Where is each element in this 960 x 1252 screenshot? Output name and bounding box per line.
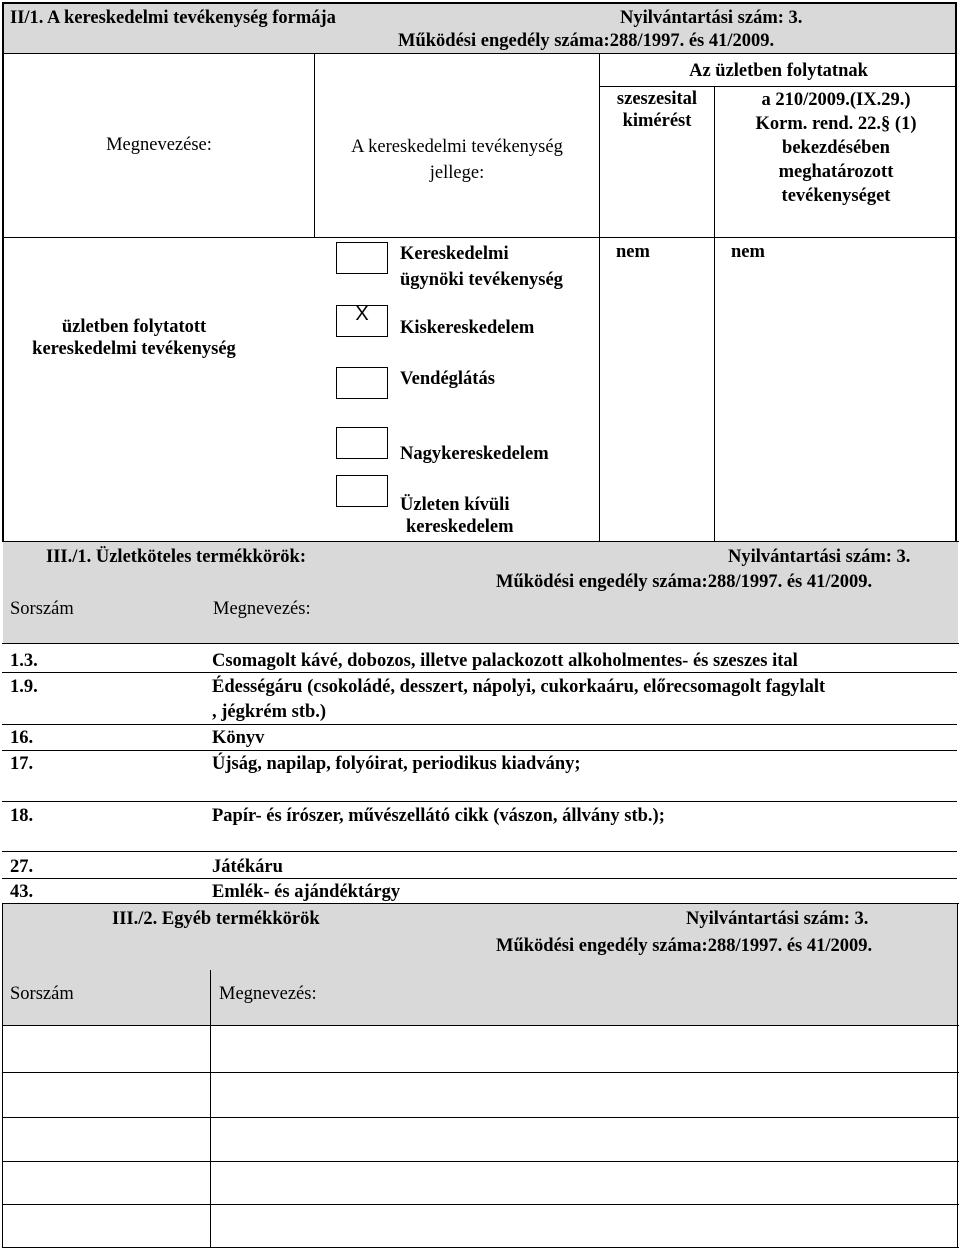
table-row-name: Csomagolt kávé, dobozos, illetve palackozott alkoholmentes- és szeszes ital — [212, 651, 798, 671]
col-type-header-line2: jellege: — [429, 163, 485, 183]
section3-reg-no: Nyilvántartási szám: 3. — [686, 909, 869, 929]
table-row-name: Emlék- és ajándéktárgy — [212, 882, 401, 902]
section3-grid-top — [2, 1025, 959, 1026]
checkbox-hospitality[interactable] — [336, 367, 388, 399]
section3-grid-right — [957, 903, 958, 1248]
section3-col-name: Megnevezés: — [219, 984, 317, 1004]
border-top — [2, 2, 957, 4]
section3-grid-left — [2, 903, 3, 1248]
activity-label-outside-shop-line2: kereskedelem — [406, 517, 514, 537]
section3-title: III./2. Egyéb termékkörök — [112, 909, 320, 929]
activity-label-retail: Kiskereskedelem — [400, 318, 535, 338]
section3-grid-row — [2, 1117, 959, 1118]
row-divider — [2, 672, 957, 673]
section3-top-border — [2, 903, 959, 904]
col-type-header-line1: A kereskedelmi tevékenység — [351, 137, 563, 157]
table-row-name: Édességáru (csokoládé, desszert, nápolyi, cukorkaáru, előrecsomagolt fagylalt — [212, 677, 826, 697]
checkbox-agent[interactable] — [336, 242, 388, 274]
activity-label-wholesale: Nagykereskedelem — [400, 444, 549, 464]
table-row-name-cont: , jégkrém stb.) — [212, 702, 327, 722]
col-regulation-header-line3: bekezdésében — [782, 138, 890, 158]
section2-title: III./1. Üzletköteles termékkörök: — [46, 547, 306, 567]
section2-col-no: Sorszám — [10, 599, 74, 619]
col-regulation-header — [715, 88, 957, 208]
activity-label-agent-line2: ügynöki tevékenység — [400, 270, 563, 290]
col-regulation-header-line5: tevékenységet — [781, 186, 891, 206]
header-divider — [2, 53, 957, 54]
section2-header-bottom — [2, 643, 959, 644]
col-name-header: Megnevezése: — [106, 135, 212, 155]
col-alcohol-header-line2: kimérést — [622, 111, 692, 131]
section2-col-name: Megnevezés: — [213, 599, 311, 619]
section3-grid-row — [2, 1161, 959, 1162]
row-label — [4, 316, 264, 360]
row-divider — [2, 801, 957, 802]
activity-label-outside-shop-line1: Üzleten kívüli — [400, 495, 510, 515]
section3-grid-bottom — [2, 1247, 959, 1248]
alcohol-value: nem — [616, 242, 650, 262]
section1-reg-no: Nyilvántartási szám: 3. — [620, 8, 803, 28]
checkbox-retail[interactable] — [336, 305, 388, 337]
col-alcohol-header — [600, 88, 714, 132]
col-type-header — [315, 136, 599, 184]
activity-label-hospitality: Vendéglátás — [400, 369, 495, 389]
activity-label-agent-line1: Kereskedelmi — [400, 244, 509, 264]
section1-permit-no: Működési engedély száma:288/1997. és 41/2009. — [398, 31, 775, 51]
table-row-no: 17. — [10, 754, 34, 774]
table-row-no: 27. — [10, 857, 34, 877]
table-row-name: Játékáru — [212, 857, 283, 877]
section3-grid-row — [2, 1204, 959, 1205]
header-row-bottom — [2, 237, 957, 238]
table-row-no: 18. — [10, 806, 34, 826]
table-row-no: 16. — [10, 728, 34, 748]
checkbox-wholesale[interactable] — [336, 427, 388, 459]
section2-reg-no: Nyilvántartási szám: 3. — [728, 547, 911, 567]
row-divider — [2, 878, 957, 879]
table-row-no: 1.3. — [10, 651, 38, 671]
col-regulation-header-line2: Korm. rend. 22.§ (1) — [755, 114, 917, 134]
section3-col-no: Sorszám — [10, 984, 74, 1004]
section3-grid-row — [2, 1072, 959, 1073]
row-label-line2: kereskedelmi tevékenység — [32, 339, 236, 359]
shop-header: Az üzletben folytatnak — [689, 61, 868, 81]
checkbox-retail-mark: X — [355, 303, 369, 325]
section2-top-border — [2, 541, 959, 542]
border-right — [955, 2, 957, 542]
col-regulation-header-line1: a 210/2009.(IX.29.) — [761, 90, 911, 110]
row-label-line1: üzletben folytatott — [61, 317, 207, 337]
table-row-name: Papír- és írószer, művészellátó cikk (vászon, állvány stb.); — [212, 806, 665, 826]
row-divider — [2, 851, 957, 852]
table-row-name: Újság, napilap, folyóirat, periodikus kiadvány; — [212, 754, 581, 774]
col-regulation-header-line4: meghatározott — [778, 162, 894, 182]
shop-header-underline — [599, 86, 957, 87]
col-alcohol-header-line1: szeszesital — [616, 89, 698, 109]
border-left — [2, 2, 4, 542]
section1-title: II/1. A kereskedelmi tevékenység formája — [10, 8, 336, 28]
checkbox-outside-shop[interactable] — [336, 475, 388, 507]
activity-label-outside-shop — [400, 494, 514, 538]
section2-permit-no: Működési engedély száma:288/1997. és 41/2009. — [496, 572, 873, 592]
row-divider — [2, 724, 957, 725]
table-row-no: 1.9. — [10, 677, 38, 697]
section3-grid-col — [210, 970, 211, 1248]
table-row-no: 43. — [10, 882, 34, 902]
activity-label-agent — [400, 241, 563, 293]
section3-permit-no: Működési engedély száma:288/1997. és 41/2009. — [496, 936, 873, 956]
regulation-value: nem — [731, 242, 765, 262]
row-divider — [2, 750, 957, 751]
table-row-name: Könyv — [212, 728, 265, 748]
